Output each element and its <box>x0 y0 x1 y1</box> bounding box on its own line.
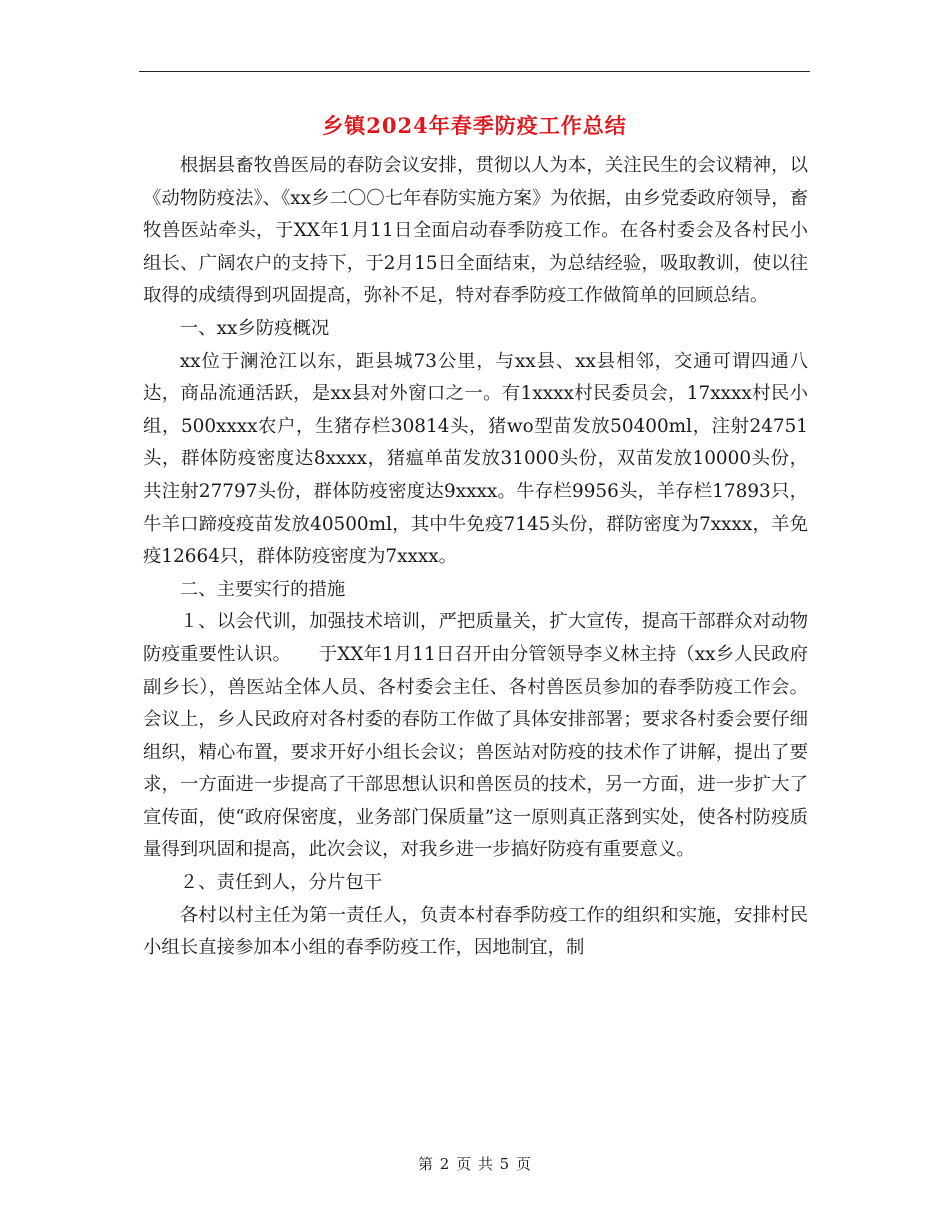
paragraph-measure-2: 各村以村主任为第一责任人，负责本村春季防疫工作的组织和实施，安排村民小组长直接参加本小组的春季防疫工作，因地制宜，制 <box>143 904 808 959</box>
document-body <box>143 150 808 965</box>
paragraph-intro: 根据县畜牧兽医局的春防会议安排，贯彻以人为本，关注民生的会议精神，以《动物防疫法》、《xx乡二〇〇七年春防实施方案》为依据，由乡党委政府领导，畜牧兽医站牵头，于XX年1月11日全面启动春季防疫工作。在各村委会及各村民小组长、广阔农户的支持下，于2月15日全面结束，为总结经验，吸取教训，使以往取得的成绩得到巩固提高，弥补不足，特对春季防疫工作做简单的回顾总结。 <box>143 155 808 307</box>
page-footer: 第 2 页 共 5 页 <box>418 1155 532 1173</box>
subheading-measure-2: ２、责任到人，分片包干 <box>179 872 383 894</box>
document-title: 乡镇2024年春季防疫工作总结 <box>322 113 627 138</box>
section-heading-overview: 一、xx乡防疫概况 <box>179 317 330 339</box>
section-heading-measures: 二、主要实行的措施 <box>179 578 346 600</box>
header-rule <box>139 71 810 72</box>
paragraph-measure-1: １、以会代训，加强技术培训，严把质量关，扩大宣传，提高干部群众对动物防疫重要性认识。 于XX年1月11日召开由分管领导李义林主持（xx乡人民政府副乡长），兽医站全体人员、各村委会主任、各村兽医员参加的春季防疫工作会。会议上，乡人民政府对各村委的春防工作做了具体安排部署；要求各村委会要仔细组织，精心布置，要求开好小组长会议；兽医站对防疫的技术作了讲解，提出了要求，一方面进一步提高了干部思想认识和兽医员的技术，另一方面，进一步扩大了宣传面，使“政府保密度，业务部门保质量”这一原则真正落到实处，使各村防疫质量得到巩固和提高，此次会议，对我乡进一步搞好防疫有重要意义。 <box>143 611 808 861</box>
paragraph-overview: xx位于澜沧江以东，距县城73公里，与xx县、xx县相邻，交通可谓四通八达，商品流通活跃，是xx县对外窗口之一。有1xxxx村民委员会，17xxxx村民小组，500xxxx农户，生猪存栏30814头，猪wo型苗发放50400ml，注射24751头，群体防疫密度达8xxxx，猪瘟单苗发放31000头份，双苗发放10000头份，共注射27797头份，群体防疫密度达9xxxx。牛存栏9956头，羊存栏17893只，牛羊口蹄疫疫苗发放40500ml，其中牛免疫7145头份，群防密度为7xxxx，羊免疫12664只，群体防疫密度为7xxxx。 <box>143 350 808 568</box>
